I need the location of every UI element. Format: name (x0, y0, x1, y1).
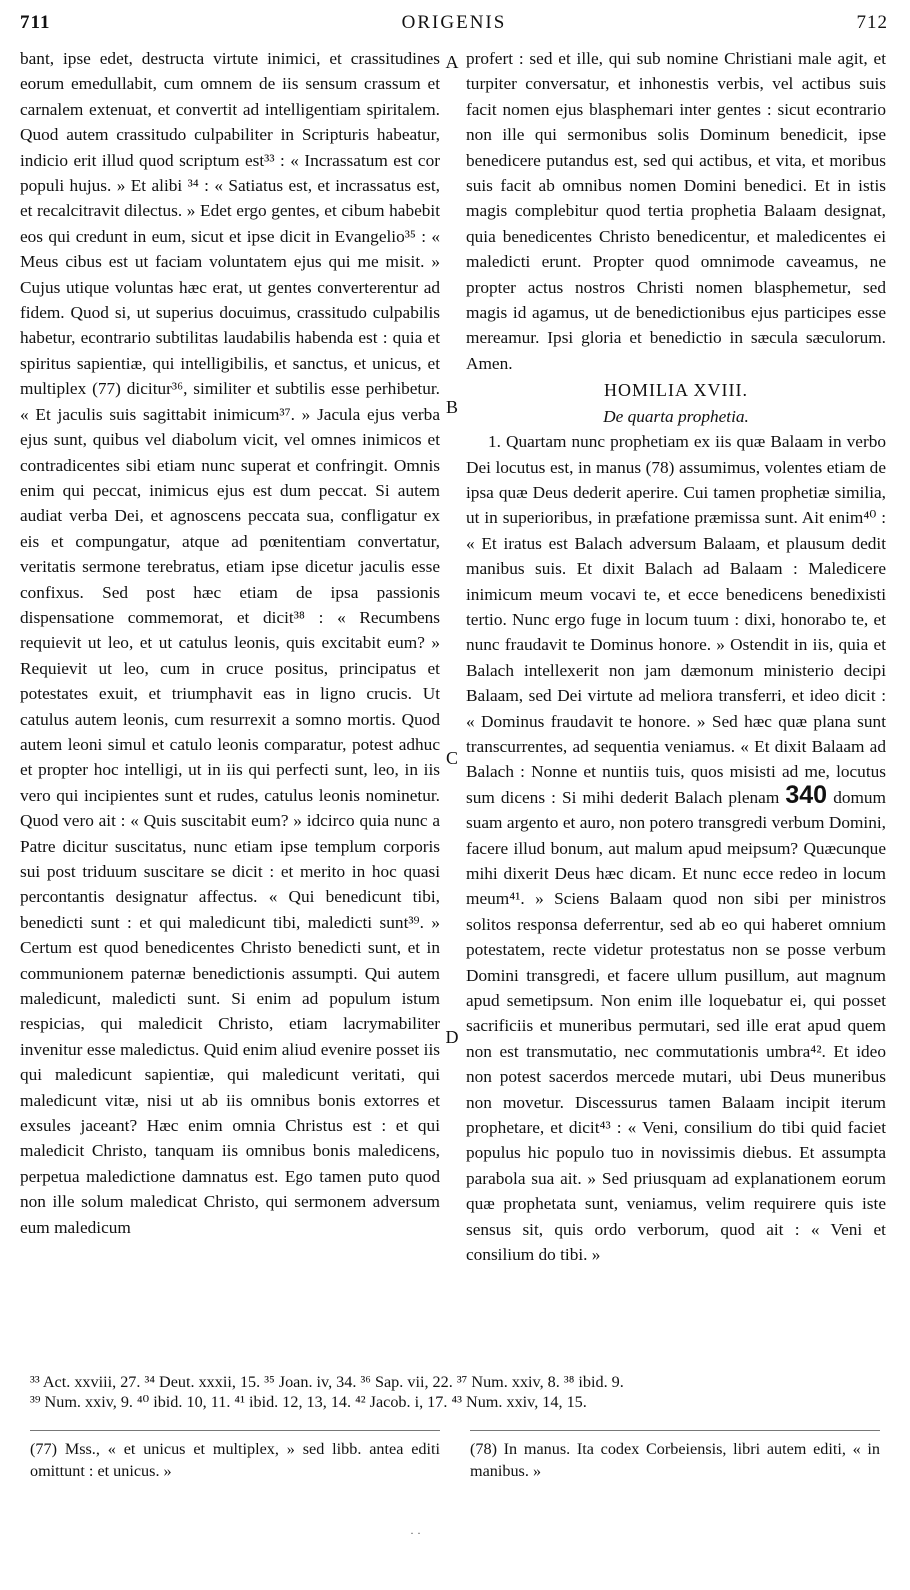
page-header (20, 12, 888, 38)
homily-body-part2: domum suam argento et auro, non potero transgredi verbum Domini, facere illud bonum, aut malum apud meipsum? Quæcunque mihi dixerit Deus hæc dicam. Et nunc ecce redeo in locum meum⁴¹. » Sciens Balaam quod non sibi per ministros solitos responsa deferrentur, sed ab eo qui haberet omnium potestatem, recte videtur protestatus non se posse verbum Domini transgredi, et facere ullum pusillum, aut magnum apud semetipsum. Non enim ille loquebatur ei, qui posset sacrificiis et muneribus permutari, sed ille erat apud quem non est transmutatio, nec commutationis umbra⁴². Et ideo non potest sacerdos mercede mutari, ubi Deus muneribus non movetur. Discessurus tamen Balaam incipit iterum prophetare, et dicit⁴³ : « Veni, consilium do tibi quid faciet populus hic populo tuo in novissimis diebus. Et assumpta parabola sua ait. » Sed priusquam ad explanationem eorum quæ prophetata sunt, veniamus, velim requirere quis iste sensus sit, quis ordo verborum, quod ait : « Veni et consilium do tibi. » (466, 787, 886, 1265)
right-column-intro: profert : sed et ille, qui sub nomine Christiani male agit, et turpiter conversatur, et inhonestis verbis, vel actibus suis facit nomen ejus blasphemari inter gentes : sicut econtrario non ille qui sermonibus solis Dominum benedicit, ipse benedicere putandus est, sed qui actibus, et vita, et moribus suis facit ab omnibus nomen Domini benedici. Et in istis magis complebitur quod tertia prophetia Balaam designat, quia benedicentes Christo benedicentur, et maledicentes ei maledicti erunt. Propter quod omnimode caveamus, ne propter actus nostros Christi nomen blasphemetur, sed magis id agamus, ut de benedictionibus ejus participes esse mereamur. Ipsi gloria et benedictio in sæcula sæculorum. Amen. (466, 49, 886, 373)
section-marker-c: C (445, 748, 458, 768)
page-number-left: 711 (20, 12, 51, 33)
original-page-marker: 340 (785, 780, 828, 809)
references-row-2: ³⁹ Num. xxiv, 9. ⁴⁰ ibid. 10, 11. ⁴¹ ibid. 12, 13, 14. ⁴² Jacob. i, 17. ⁴³ Num. xxiv, 14, 15. (30, 1393, 587, 1411)
footnote-divider-left (30, 1430, 440, 1431)
homily-title: HOMILIA XVIII. (604, 380, 748, 401)
running-title: ORIGENIS (401, 12, 507, 33)
footnote-left: (77) Mss., « et unicus et multiplex, » sed libb. antea editi omittunt : et unicus. » (30, 1440, 440, 1480)
section-marker-b: B (445, 397, 458, 417)
references-row-1: ³³ Act. xxviii, 27. ³⁴ Deut. xxxii, 15. ³⁵ Joan. iv, 34. ³⁶ Sap. vii, 22. ³⁷ Num. xxiv, 8. ³⁸ ibid. 9. (30, 1373, 624, 1391)
section-marker-d: D (445, 1027, 459, 1047)
section-marker-a: A (445, 52, 459, 72)
page-number-right: 712 (856, 12, 888, 33)
homily-subtitle: De quarta prophetia. (603, 406, 749, 426)
footnote-divider-right (470, 1430, 880, 1431)
scripture-references (30, 1372, 890, 1412)
homily-body (466, 429, 886, 1267)
footnote-right: (78) In manus. Ita codex Corbeiensis, libri autem editi, « in manibus. » (470, 1440, 880, 1480)
right-column (466, 46, 886, 1268)
left-column-text: bant, ipse edet, destructa virtute inimici, et crassitudines eorum emedullabit, cum omnem de iis sensum crassum et carnalem extenuat, et convertit ad intelligentiam spiritalem. Quod autem crassitudo culpabiliter in Scripturis habeatur, indicio erit illud quod scriptum est³³ : « Incrassatum est cor populi hujus. » Et alibi ³⁴ : « Satiatus est, et incrassatus est, et recalcitravit dilectus. » Edet ergo gentes, et cibum habebit eos qui credunt in eum, sicut et ipse dicit in Evangelio³⁵ : « Meus cibus est ut faciam voluntatem ejus qui me misit. » Cujus utique voluntas hæc erat, ut gentes converterentur ad fidem. Quod si, ut superius docuimus, crassitudo culpabilis habetur, econtrario subtilitas laudabilis habenda est : quia et spiritus sapientiæ, qui intelligibilis, et sanctus, et unicus, et multiplex (77) dicitur³⁶, similiter et subtilis esse perhibetur. « Et jaculis suis sagittabit inimicum³⁷. » Jacula ejus verba ejus sunt, quibus vel diabolum vicit, vel omnes inimicos et contradicentes sibi etiam nunc superat et confringit. Omnis enim qui peccat, inimicus ejus est dum peccat. Si autem audiat verba Dei, et agnoscens peccata sua, confligatur ex eis et compungatur, atque ad pœnitentiam convertatur, veritatis sermone terebratus, etiam ipse dicetur jaculis esse confixus. Sed post hæc etiam de ipsa passionis dispensatione commemorat, et dicit³⁸ : « Recumbens requievit ut leo, et ut catulus leonis, quis excitabit eum? » Requievit ut leo, cum in cruce positus, principatus et potestates exuit, et triumphavit eas in ligno crucis. Ut catulus autem leonis, cum resurrexit a somno mortis. Quod autem leoni simul et catulo leonis comparatur, potest adhuc et propter hoc intelligi, ut in iis qui perfecti sunt, leo, in iis vero qui incipientes sunt et rudes, catulus leonis nominetur. Quod vero ait : « Quis suscitabit eum? » idcirco quia nunc a Patre dicitur suscitatus, nunc etiam ipse templum corporis sui post triduum suscitare se dicit : et merito in hoc quasi percontantis designatur affectus. « Qui benedicunt tibi, benedicti sunt : et qui maledicunt tibi, maledicti sunt³⁹. » Certum est quod benedicentes Christo benedicti sunt, et in communionem paternæ benedictionis assumpti. Qui autem maledicunt, maledicti sunt. Si enim ad populum istum respicias, qui maledicit Christo, etiam lacrymabiliter invenitur esse maledictus. Quid enim aliud evenire posset iis qui maledicunt sapientiæ, qui maledicunt veritati, qui maledicunt vitæ, nisi ut ab iis omnibus bonis extorres et exsules jaceant? Hæc enim omnia Christus est : et qui maledicit Christo, tanquam iis omnibus bonis maledicens, perpetua maledictione damnatus est. Ego tamen puto quod non ille solum maledicat Christo, qui sermonem adversum eum maledicum (20, 49, 440, 1237)
left-column (20, 46, 440, 1240)
homily-body-part1: 1. Quartam nunc prophetiam ex iis quæ Balaam in verbo Dei locutus est, in manus (78) assumimus, volentes etiam de ipsa quæ Deus dederit aperire. Cui tamen prophetiæ similia, ut in superioribus, in præfatione præmissa sunt. Ait enim⁴⁰ : « Et iratus est Balach adversum Balaam, et plausum dedit manibus suis. Et dixit Balach ad Balaam : Maledicere inimicum meum vocavi te, et ecce benedicens benedixisti tertio. Nunc ergo fuge in locum tuum : dixi, honorabo te, et nunc fraudavit te Dominus honore. » Ostendit in iis, quia et Balach intellexerit non jam dæmonum ministerio decipi Balaam, sed Dei virtute ad meliora transferri, et ideo dicit : « Dominus fraudavit te honore. » Sed hæc quæ plana sunt transcurrentes, ad sequentia veniamus. « Et dixit Balaam ad Balach : Nonne et nuntiis tuis, quos misisti ad me, locutus sum dicens : Si mihi dederit Balach plenam (466, 432, 886, 807)
printer-dots: · · (410, 1526, 421, 1540)
